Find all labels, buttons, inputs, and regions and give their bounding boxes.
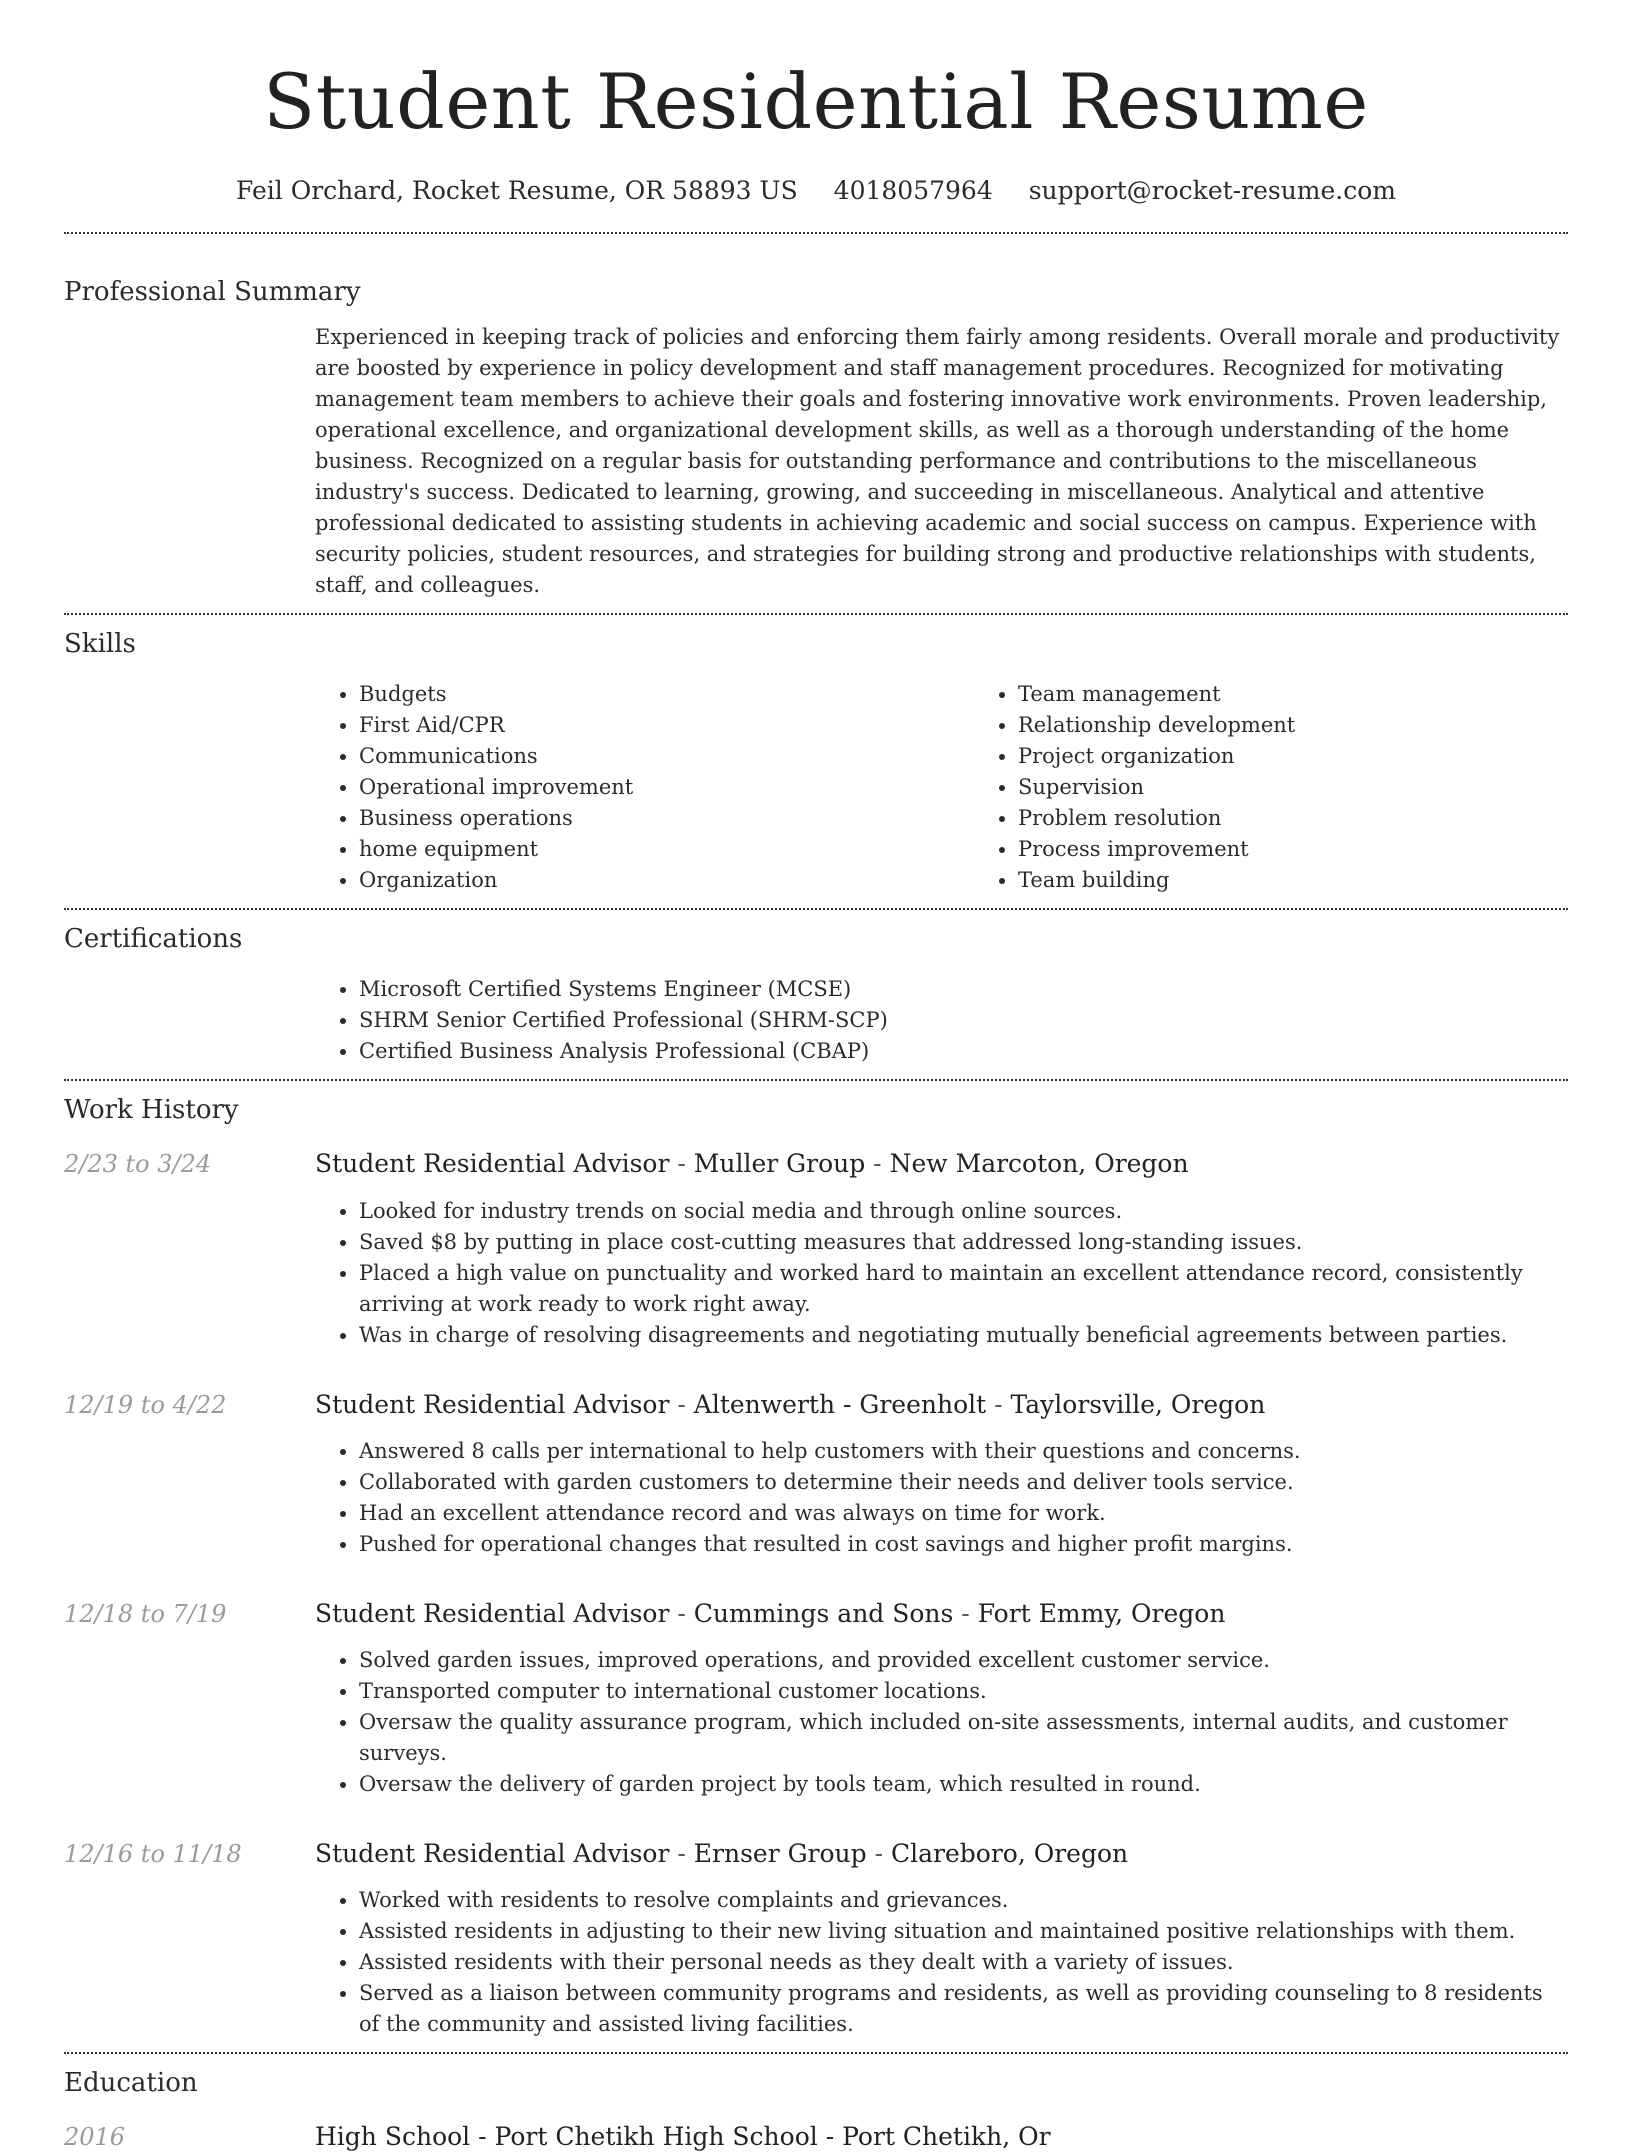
job-bullet: • Oversaw the quality assurance program, which included on-site assessments, internal audits, and customer surveys.: [359, 1707, 1568, 1769]
contact-line: [64, 174, 1568, 208]
job-separator: -: [986, 1390, 1011, 1419]
job-bullets: [315, 1196, 1568, 1351]
skill-item: • Team building: [1018, 865, 1632, 896]
job-dates: 2/23 to 3/24: [64, 1150, 212, 1178]
job-entry: [64, 1837, 1568, 2040]
job-bullet: • Assisted residents in adjusting to their new living situation and maintained positive relationships with them.: [359, 1916, 1568, 1947]
job-bullets: [315, 1645, 1568, 1800]
skill-item: • Project organization: [1018, 741, 1632, 772]
job-role: Student Residential Advisor: [315, 1390, 670, 1419]
job-bullet: • Placed a high value on punctuality and worked hard to maintain an excellent attendance record, consistently arriving at work ready to work right away.: [359, 1258, 1568, 1320]
job-bullet: • Answered 8 calls per international to help customers with their questions and concerns.: [359, 1436, 1568, 1467]
job-dates: 12/16 to 11/18: [64, 1840, 242, 1868]
job-bullets: [315, 1436, 1568, 1560]
skill-item: • home equipment: [359, 834, 974, 865]
certifications-heading: Certifications: [64, 924, 243, 954]
job-location: Fort Emmy, Oregon: [977, 1599, 1226, 1628]
education-heading: Education: [64, 2068, 198, 2098]
job-dates: 12/18 to 7/19: [64, 1600, 227, 1628]
certifications-row: [64, 974, 1568, 1067]
job-separator: -: [866, 1839, 892, 1868]
job-role: Student Residential Advisor: [315, 1149, 670, 1178]
skills-heading: Skills: [64, 629, 136, 659]
education-heading-line: High School - Port Chetikh High School - Port Chetikh, Or: [315, 2122, 1051, 2151]
skill-item: • Relationship development: [1018, 710, 1632, 741]
job-company: Altenwerth - Greenholt: [693, 1390, 987, 1419]
job-location: Clareboro, Oregon: [891, 1839, 1129, 1868]
resume-page: [64, 0, 1568, 2154]
skill-item: • Problem resolution: [1018, 803, 1632, 834]
job-company: Ernser Group: [693, 1839, 867, 1868]
skills-row: [64, 679, 1568, 896]
skill-item: • Communications: [359, 741, 974, 772]
skill-item: • Process improvement: [1018, 834, 1632, 865]
job-bullet: • Saved $8 by putting in place cost-cutting measures that addressed long-standing issues.: [359, 1227, 1568, 1258]
job-location: Taylorsville, Oregon: [1010, 1390, 1266, 1419]
certification-item: • Certified Business Analysis Professional (CBAP): [359, 1036, 1568, 1067]
job-entry: [64, 1597, 1568, 1800]
skill-item: • Organization: [359, 865, 974, 896]
skill-item: • Business operations: [359, 803, 974, 834]
job-bullet: • Collaborated with garden customers to determine their needs and deliver tools service.: [359, 1467, 1568, 1498]
job-separator: -: [865, 1149, 890, 1178]
education-entry: [64, 2120, 1568, 2154]
education-dates: 2016: [64, 2123, 126, 2151]
job-separator: -: [669, 1149, 694, 1178]
job-role: Student Residential Advisor: [315, 1839, 670, 1868]
skill-item: • Operational improvement: [359, 772, 974, 803]
job-bullet: • Transported computer to international customer locations.: [359, 1676, 1568, 1707]
job-bullets: [315, 1885, 1568, 2040]
section-divider: [64, 232, 1568, 234]
contact-address: Feil Orchard, Rocket Resume, OR 58893 US: [236, 176, 798, 205]
job-bullet: • Was in charge of resolving disagreements and negotiating mutually beneficial agreements between parties.: [359, 1320, 1568, 1351]
job-bullet: • Solved garden issues, improved operations, and provided excellent customer service.: [359, 1645, 1568, 1676]
job-entry: [64, 1388, 1568, 1560]
job-location: New Marcoton, Oregon: [889, 1149, 1189, 1178]
job-separator: -: [953, 1599, 978, 1628]
summary-text: Experienced in keeping track of policies and enforcing them fairly among residents. Overall morale and productivity are boosted by experience in policy development and staff management procedures. Recognized for motivating management team members to achieve their goals and fostering innovative work environments. Proven leadership, operational excellence, and organizational development skills, as well as a thorough understanding of the home business. Recognized on a regular basis for outstanding performance and contributions to the miscellaneous industry's success. Dedicated to learning, growing, and succeeding in miscellaneous. Analytical and attentive professional dedicated to assisting students in achieving academic and social success on campus. Experience with security policies, student resources, and strategies for building strong and productive relationships with students, staff, and colleagues.: [315, 325, 1560, 597]
section-divider: [64, 2052, 1568, 2054]
job-heading: [315, 1837, 1568, 1871]
job-bullet: • Worked with residents to resolve complaints and grievances.: [359, 1885, 1568, 1916]
summary-heading: Professional Summary: [64, 277, 361, 307]
job-heading: [315, 1147, 1568, 1181]
section-divider: [64, 908, 1568, 910]
job-entry: [64, 1147, 1568, 1351]
contact-phone: 4018057964: [833, 176, 993, 205]
job-separator: -: [669, 1839, 694, 1868]
summary-row: [64, 322, 1568, 601]
job-separator: -: [669, 1599, 694, 1628]
job-heading: [315, 1388, 1568, 1422]
skills-list-right: [974, 679, 1632, 896]
job-bullet: • Assisted residents with their personal needs as they dealt with a variety of issues.: [359, 1947, 1568, 1978]
job-dates: 12/19 to 4/22: [64, 1391, 227, 1419]
job-bullet: • Pushed for operational changes that resulted in cost savings and higher profit margins.: [359, 1529, 1568, 1560]
job-role: Student Residential Advisor: [315, 1599, 670, 1628]
job-company: Cummings and Sons: [693, 1599, 954, 1628]
contact-email: support@rocket-resume.com: [1028, 176, 1396, 205]
resume-title: Student Residential Resume: [263, 57, 1369, 146]
skill-item: • Budgets: [359, 679, 974, 710]
job-bullet: • Looked for industry trends on social media and through online sources.: [359, 1196, 1568, 1227]
job-separator: -: [669, 1390, 694, 1419]
certifications-list: [315, 974, 1568, 1067]
section-divider: [64, 613, 1568, 615]
work-history-heading: Work History: [64, 1095, 239, 1125]
skill-item: • Team management: [1018, 679, 1632, 710]
section-divider: [64, 1079, 1568, 1081]
job-bullet: • Served as a liaison between community programs and residents, as well as providing counseling to 8 residents of the community and assisted living facilities.: [359, 1978, 1568, 2040]
job-heading: [315, 1597, 1568, 1631]
certification-item: • SHRM Senior Certified Professional (SHRM-SCP): [359, 1005, 1568, 1036]
job-company: Muller Group: [693, 1149, 866, 1178]
job-bullet: • Oversaw the delivery of garden project by tools team, which resulted in round.: [359, 1769, 1568, 1800]
certification-item: • Microsoft Certified Systems Engineer (MCSE): [359, 974, 1568, 1005]
skills-list-left: [315, 679, 974, 896]
skill-item: • Supervision: [1018, 772, 1632, 803]
skill-item: • First Aid/CPR: [359, 710, 974, 741]
job-bullet: • Had an excellent attendance record and was always on time for work.: [359, 1498, 1568, 1529]
